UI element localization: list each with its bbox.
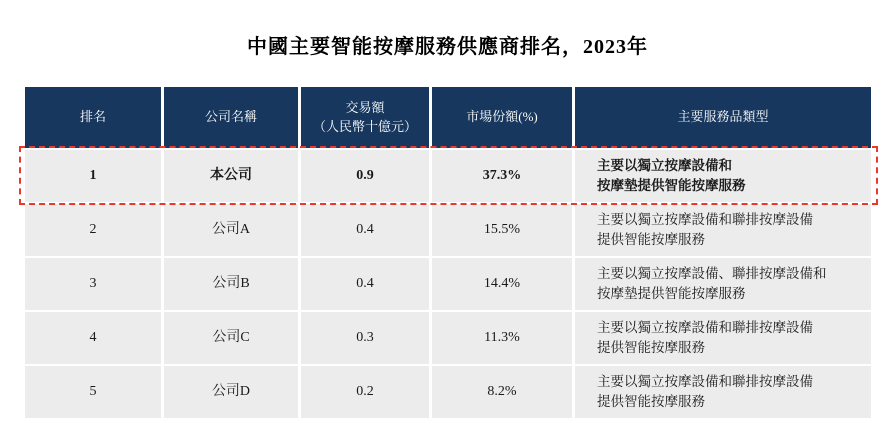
rank-cell: 5 — [25, 366, 161, 418]
header-transaction — [301, 87, 429, 148]
header-service-type — [575, 87, 871, 148]
transaction-cell: 0.9 — [301, 150, 429, 202]
rank-cell: 1 — [25, 150, 161, 202]
rank-cell: 2 — [25, 204, 161, 256]
transaction-cell: 0.4 — [301, 258, 429, 310]
market-share-cell: 37.3% — [432, 150, 572, 202]
market-share-cell: 14.4% — [432, 258, 572, 310]
service-type-line1: 主要以獨立按摩設備和 — [597, 157, 732, 173]
transaction-cell: 0.2 — [301, 366, 429, 418]
service-type-cell — [575, 258, 871, 310]
ranking-table-grid — [25, 87, 871, 418]
service-type-cell — [575, 204, 871, 256]
company-cell: 本公司 — [164, 150, 298, 202]
header-service-type-label: 主要服務品類型 — [677, 109, 769, 125]
ranking-table — [25, 87, 871, 418]
transaction-cell: 0.3 — [301, 312, 429, 364]
header-transaction-line1: 交易額 — [345, 99, 385, 115]
header-company — [164, 87, 298, 148]
market-share-cell: 15.5% — [432, 204, 572, 256]
header-rank-label: 排名 — [79, 109, 106, 125]
service-type-line1: 主要以獨立按摩設備和聯排按摩設備 — [597, 319, 813, 335]
service-type-line1: 主要以獨立按摩設備、聯排按摩設備和 — [597, 265, 827, 281]
rank-cell: 3 — [25, 258, 161, 310]
company-cell: 公司D — [164, 366, 298, 418]
header-transaction-line2: （人民幣十億元） — [312, 118, 417, 134]
service-type-cell — [575, 312, 871, 364]
service-type-line2: 按摩墊提供智能按摩服務 — [597, 286, 746, 301]
header-market-share-label: 市場份額(%) — [466, 109, 538, 125]
page-title: 中國主要智能按摩服務供應商排名，2023年 — [247, 36, 648, 58]
header-company-label: 公司名稱 — [204, 109, 257, 125]
service-type-line2: 提供智能按摩服務 — [597, 340, 705, 355]
service-type-line1: 主要以獨立按摩設備和聯排按摩設備 — [597, 211, 813, 227]
service-type-line1: 主要以獨立按摩設備和聯排按摩設備 — [597, 373, 813, 389]
company-cell: 公司A — [164, 204, 298, 256]
transaction-cell: 0.4 — [301, 204, 429, 256]
rank-cell: 4 — [25, 312, 161, 364]
service-type-line2: 提供智能按摩服務 — [597, 232, 705, 247]
market-share-cell: 8.2% — [432, 366, 572, 418]
header-rank — [25, 87, 161, 148]
market-share-cell: 11.3% — [432, 312, 572, 364]
company-cell: 公司C — [164, 312, 298, 364]
service-type-cell — [575, 366, 871, 418]
service-type-line2: 提供智能按摩服務 — [597, 394, 705, 409]
service-type-line2: 按摩墊提供智能按摩服務 — [597, 178, 746, 193]
header-market-share — [432, 87, 572, 148]
service-type-cell — [575, 150, 871, 202]
company-cell: 公司B — [164, 258, 298, 310]
